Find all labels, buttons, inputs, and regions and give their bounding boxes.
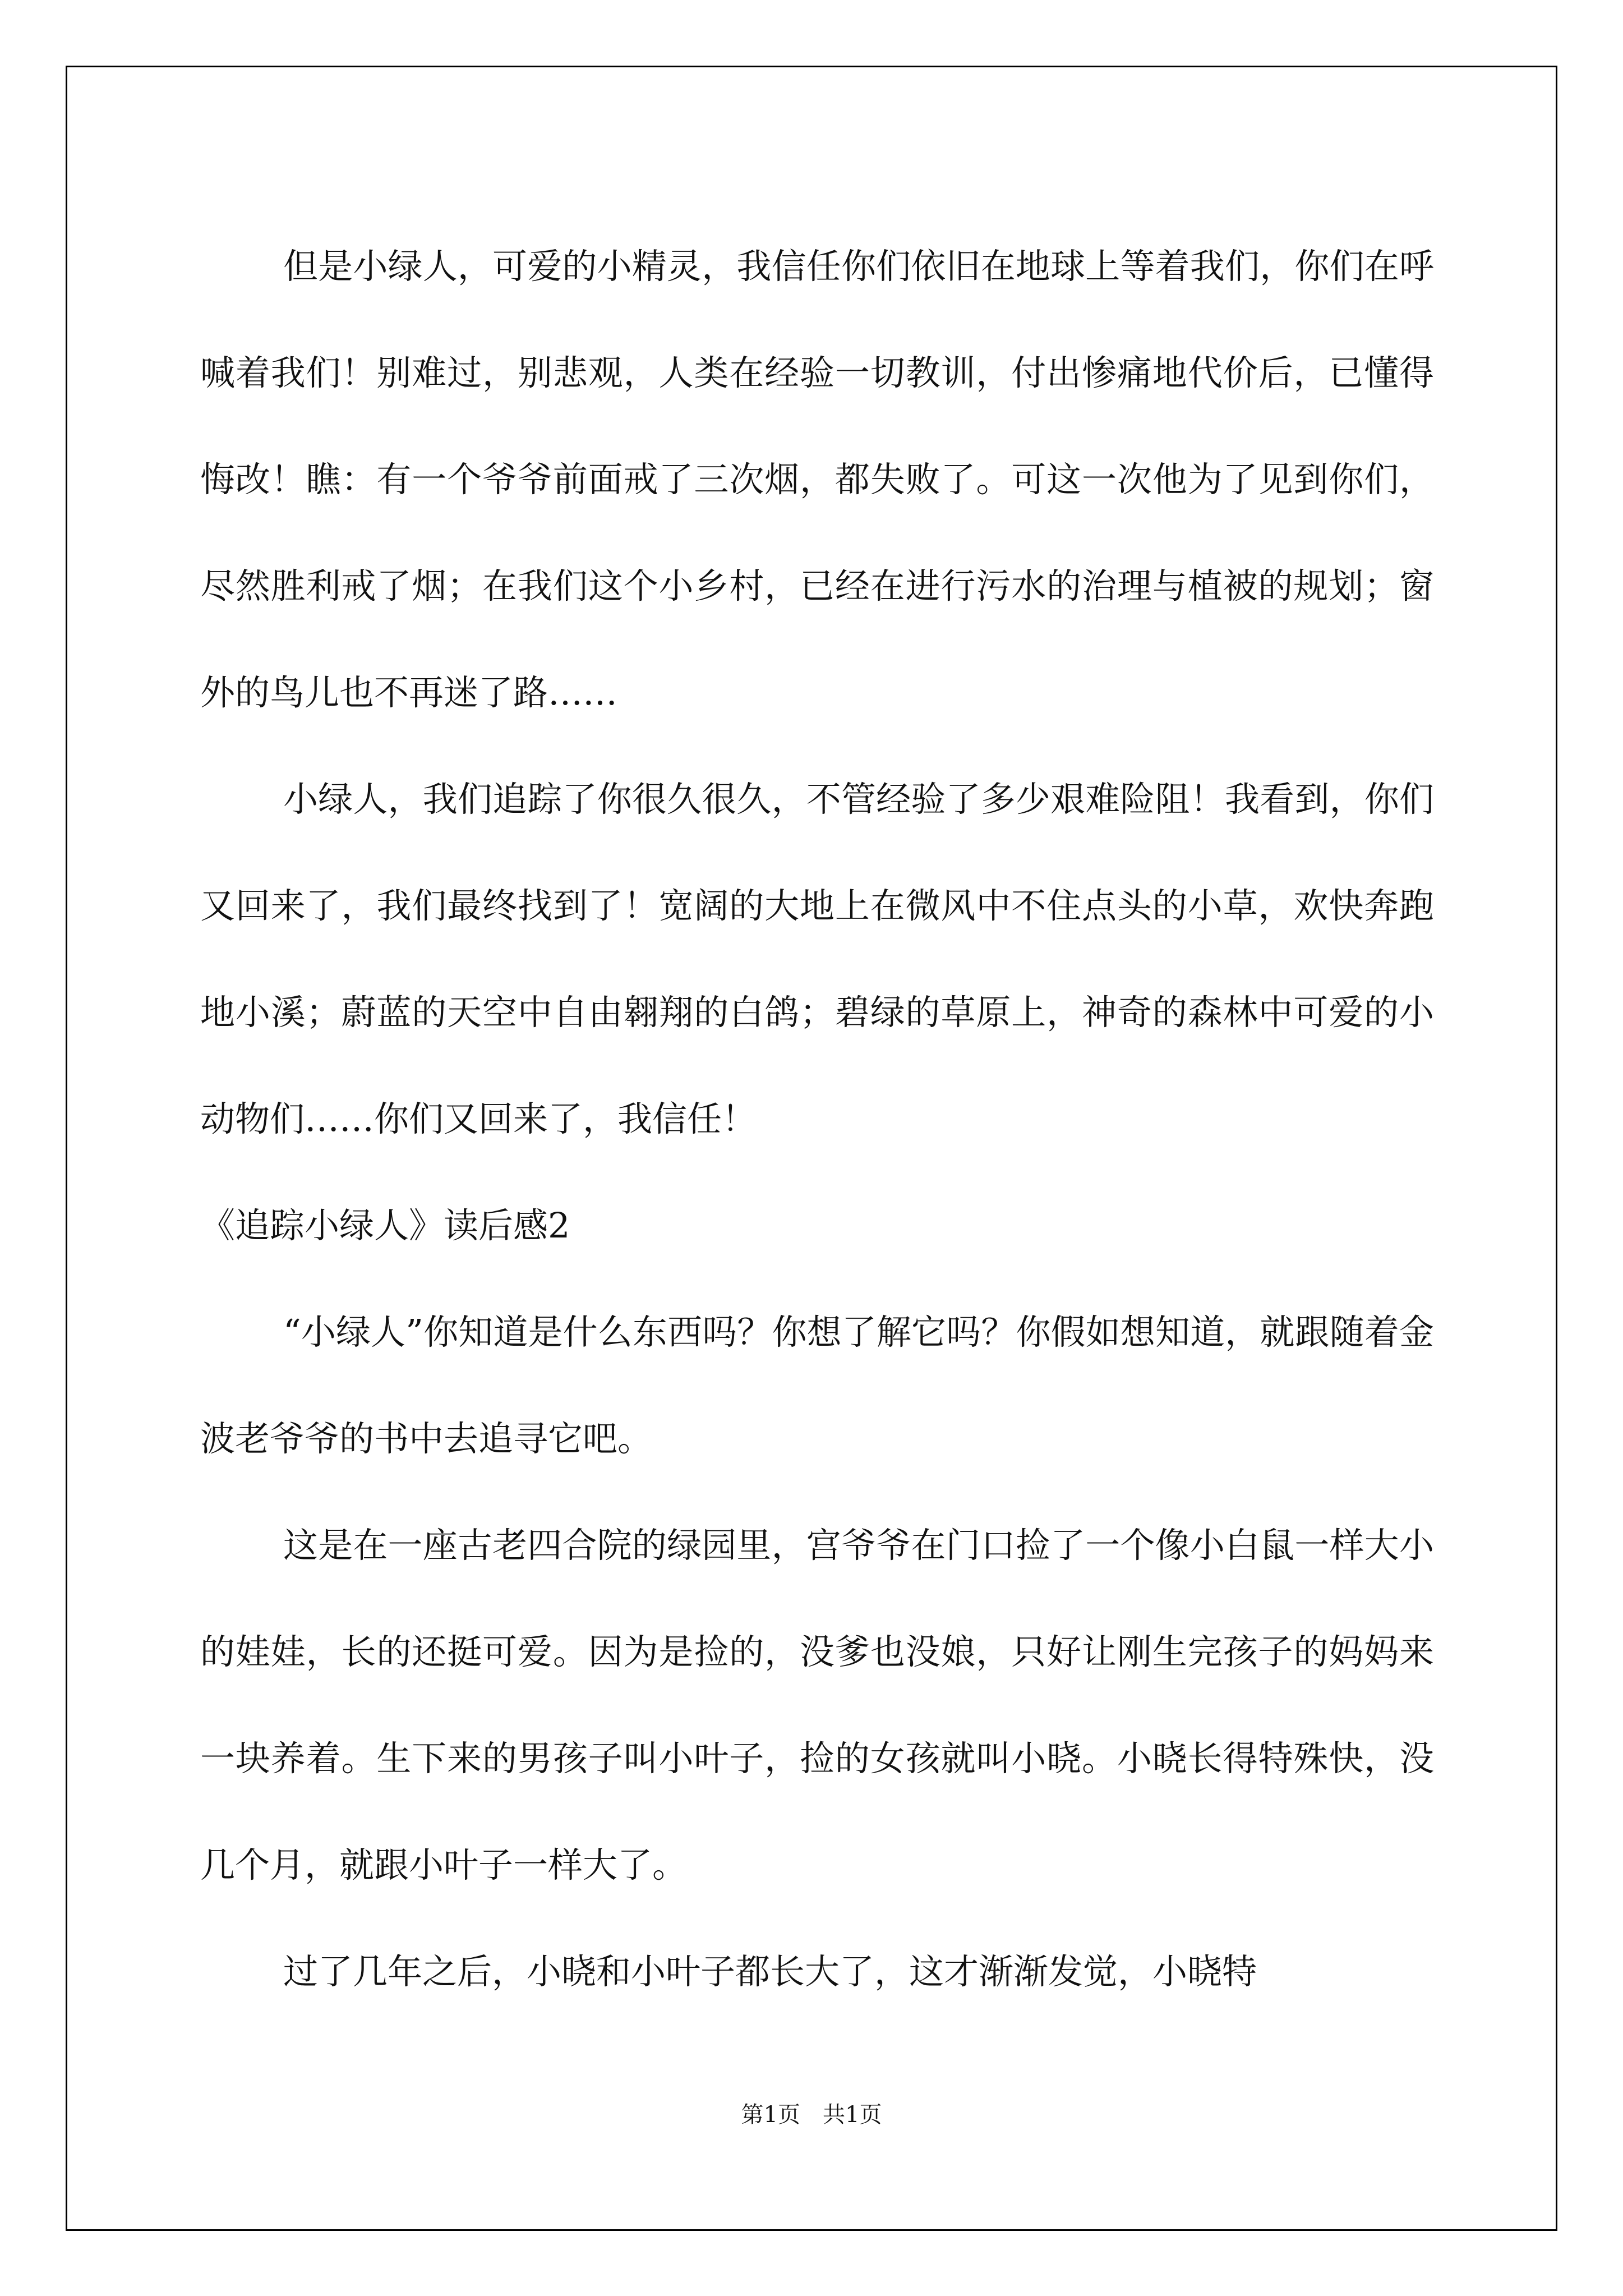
document-body [200,213,1434,2025]
page-number-footer: 第1页 共1页 [741,2102,882,2128]
paragraph: 过了几年之后，小晓和小叶子都长大了，这才渐渐发觉，小晓特 [283,1951,1257,1992]
section-heading: 《追踪小绿人》读后感2 [200,1205,570,1246]
paragraph: 这是在一座古老四合院的绿园里，宫爷爷在门口捡了一个像小白鼠一样大小的娃娃，长的还挺可爱。因为是捡的，没爹也没娘，只好让刚生完孩子的妈妈来一块养着。生下来的男孩子叫小叶子，捡的女孩就叫小晓。小晓长得特殊快，没几个月，就跟小叶子一样大了。 [200,1525,1434,1885]
paragraph: “小绿人”你知道是什么东西吗？你想了解它吗？你假如想知道，就跟随着金波老爷爷的书中去追寻它吧。 [200,1312,1434,1459]
paragraph: 小绿人，我们追踪了你很久很久，不管经验了多少艰难险阻！我看到，你们又回来了，我们最终找到了！宽阔的大地上在微风中不住点头的小草，欢快奔跑地小溪；蔚蓝的天空中自由翱翔的白鸽；碧绿的草原上，神奇的森林中可爱的小动物们……你们又回来了，我信任！ [200,779,1434,1139]
paragraph: 但是小绿人，可爱的小精灵，我信任你们依旧在地球上等着我们，你们在呼喊着我们！别难过，别悲观，人类在经验一切教训，付出惨痛地代价后，已懂得悔改！瞧：有一个爷爷前面戒了三次烟，都失败了。可这一次他为了见到你们，尽然胜利戒了烟；在我们这个小乡村，已经在进行污水的治理与植被的规划；窗外的鸟儿也不再迷了路…… [200,246,1434,713]
